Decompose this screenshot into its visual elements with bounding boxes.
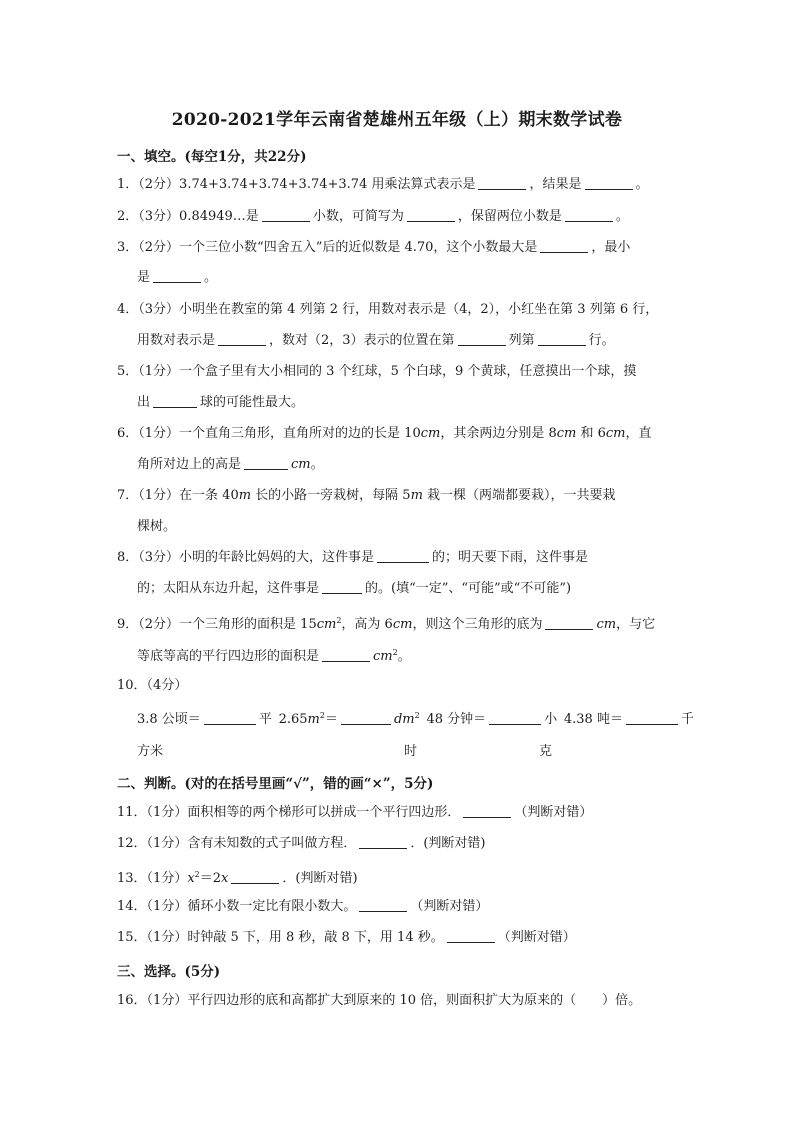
question-5: 5．（1分）一个盒子里有大小相同的 3 个红球，5 个白球，9 个黄球，任意摸出一个球，摸 <box>117 364 637 379</box>
answer-blank[interactable] <box>545 615 593 630</box>
answer-blank[interactable] <box>204 710 256 725</box>
question-9-line-2: 等底等高的平行四边形的面积是 $cm^2$。 <box>137 648 411 664</box>
answer-blank[interactable] <box>407 207 455 222</box>
question-10-unit-d: 克 <box>539 744 553 759</box>
section-fill-in-heading: 一、填空。(每空1分，共22分) <box>117 149 307 165</box>
question-14: 14．（1分）循环小数一定比有限小数大。 （判断对错） <box>117 899 489 914</box>
answer-blank[interactable] <box>322 579 362 594</box>
answer-blank[interactable] <box>359 834 407 849</box>
answer-blank[interactable] <box>377 548 429 563</box>
answer-blank[interactable] <box>489 710 541 725</box>
answer-blank[interactable] <box>218 331 266 346</box>
question-7-line-2: 棵树。 <box>137 519 177 534</box>
answer-blank[interactable] <box>341 710 391 725</box>
answer-blank[interactable] <box>538 331 586 346</box>
question-10-unit-a: 方米 <box>137 744 164 759</box>
answer-blank[interactable] <box>244 455 288 470</box>
question-4: 4．（3分）小明坐在教室的第 4 列第 2 行，用数对表示是（4，2），小红坐在第 3 列第 6 行， <box>117 302 659 317</box>
question-16: 16．（1分）平行四边形的底和高都扩大到原来的 10 倍，则面积扩大为原来的（ ）倍。 <box>117 993 642 1008</box>
answer-blank[interactable] <box>231 869 279 884</box>
answer-blank[interactable] <box>463 803 511 818</box>
question-5-line-2: 出 球的可能性最大。 <box>137 395 305 410</box>
question-8: 8．（3分）小明的年龄比妈妈的大，这件事是 的；明天要下雨，这件事是 <box>117 550 589 565</box>
question-11: 11．（1分）面积相等的两个梯形可以拼成一个平行四边形． （判断对错） <box>117 805 593 820</box>
question-4-line-2: 用数对表示是 ，数对（2，3）表示的位置在第 列第 行。 <box>137 333 615 348</box>
answer-blank[interactable] <box>565 207 613 222</box>
question-6: 6．（1分）一个直角三角形，直角所对的边的长是 10cm，其余两边分别是 8cm 和 6cm，直 <box>117 426 652 441</box>
page-title: 2020-2021学年云南省楚雄州五年级（上）期末数学试卷 <box>171 110 623 130</box>
answer-blank[interactable] <box>458 331 506 346</box>
question-3: 3．（2分）一个三位小数“四舍五入”后的近似数是 4.70，这个小数最大是 ，最小 <box>117 240 631 255</box>
answer-blank[interactable] <box>626 710 678 725</box>
question-10: 10．（4分） <box>117 678 188 693</box>
answer-blank[interactable] <box>447 928 495 943</box>
question-12: 12．（1分）含有未知数的式子叫做方程． ．(判断对错) <box>117 836 486 851</box>
question-2: 2．（3分）0.84949…是 小数，可简写为 ，保留两位小数是 。 <box>117 209 629 224</box>
question-15: 15．（1分）时钟敲 5 下，用 8 秒，敲 8 下，用 14 秒。 （判断对错） <box>117 930 576 945</box>
question-6-line-2: 角所对边上的高是 cm。 <box>137 457 324 472</box>
answer-blank[interactable] <box>322 647 370 662</box>
question-7: 7．（1分）在一条 40m 长的小路一旁栽树，每隔 5m 栽一棵（两端都要栽），一共要栽 <box>117 488 616 503</box>
answer-blank[interactable] <box>478 175 526 190</box>
answer-blank[interactable] <box>585 175 633 190</box>
answer-blank[interactable] <box>153 268 201 283</box>
answer-blank[interactable] <box>262 207 310 222</box>
question-3-line-2: 是 。 <box>137 270 218 285</box>
question-10-unit-c: 时 <box>404 744 418 759</box>
answer-blank[interactable] <box>153 393 197 408</box>
question-9: 9．（2分）一个三角形的面积是 $15cm^2$，高为 6cm，则这个三角形的底为 cm，与它 <box>117 616 656 632</box>
section-true-false-heading: 二、判断。(对的在括号里画“√”，错的画“×”，5分) <box>117 776 434 792</box>
section-choice-heading: 三、选择。(5分) <box>117 964 221 980</box>
question-8-line-2: 的；太阳从东边升起，这件事是 的。(填“一定”、“可能”或“不可能”) <box>137 581 572 596</box>
question-10-conversions: 3.8 公顷＝ 平 $2.65m^2= dm^2$ 48 分钟＝ 小 4.38 吨＝ 千 <box>137 711 694 727</box>
question-1: 1．（2分）3.74+3.74+3.74+3.74+3.74 用乘法算式表示是 ，结果是 。 <box>117 177 649 192</box>
answer-blank[interactable] <box>359 897 407 912</box>
question-13: 13．（1分）$x^2=2x$ ．(判断对错) <box>117 870 358 886</box>
answer-blank[interactable] <box>540 238 588 253</box>
